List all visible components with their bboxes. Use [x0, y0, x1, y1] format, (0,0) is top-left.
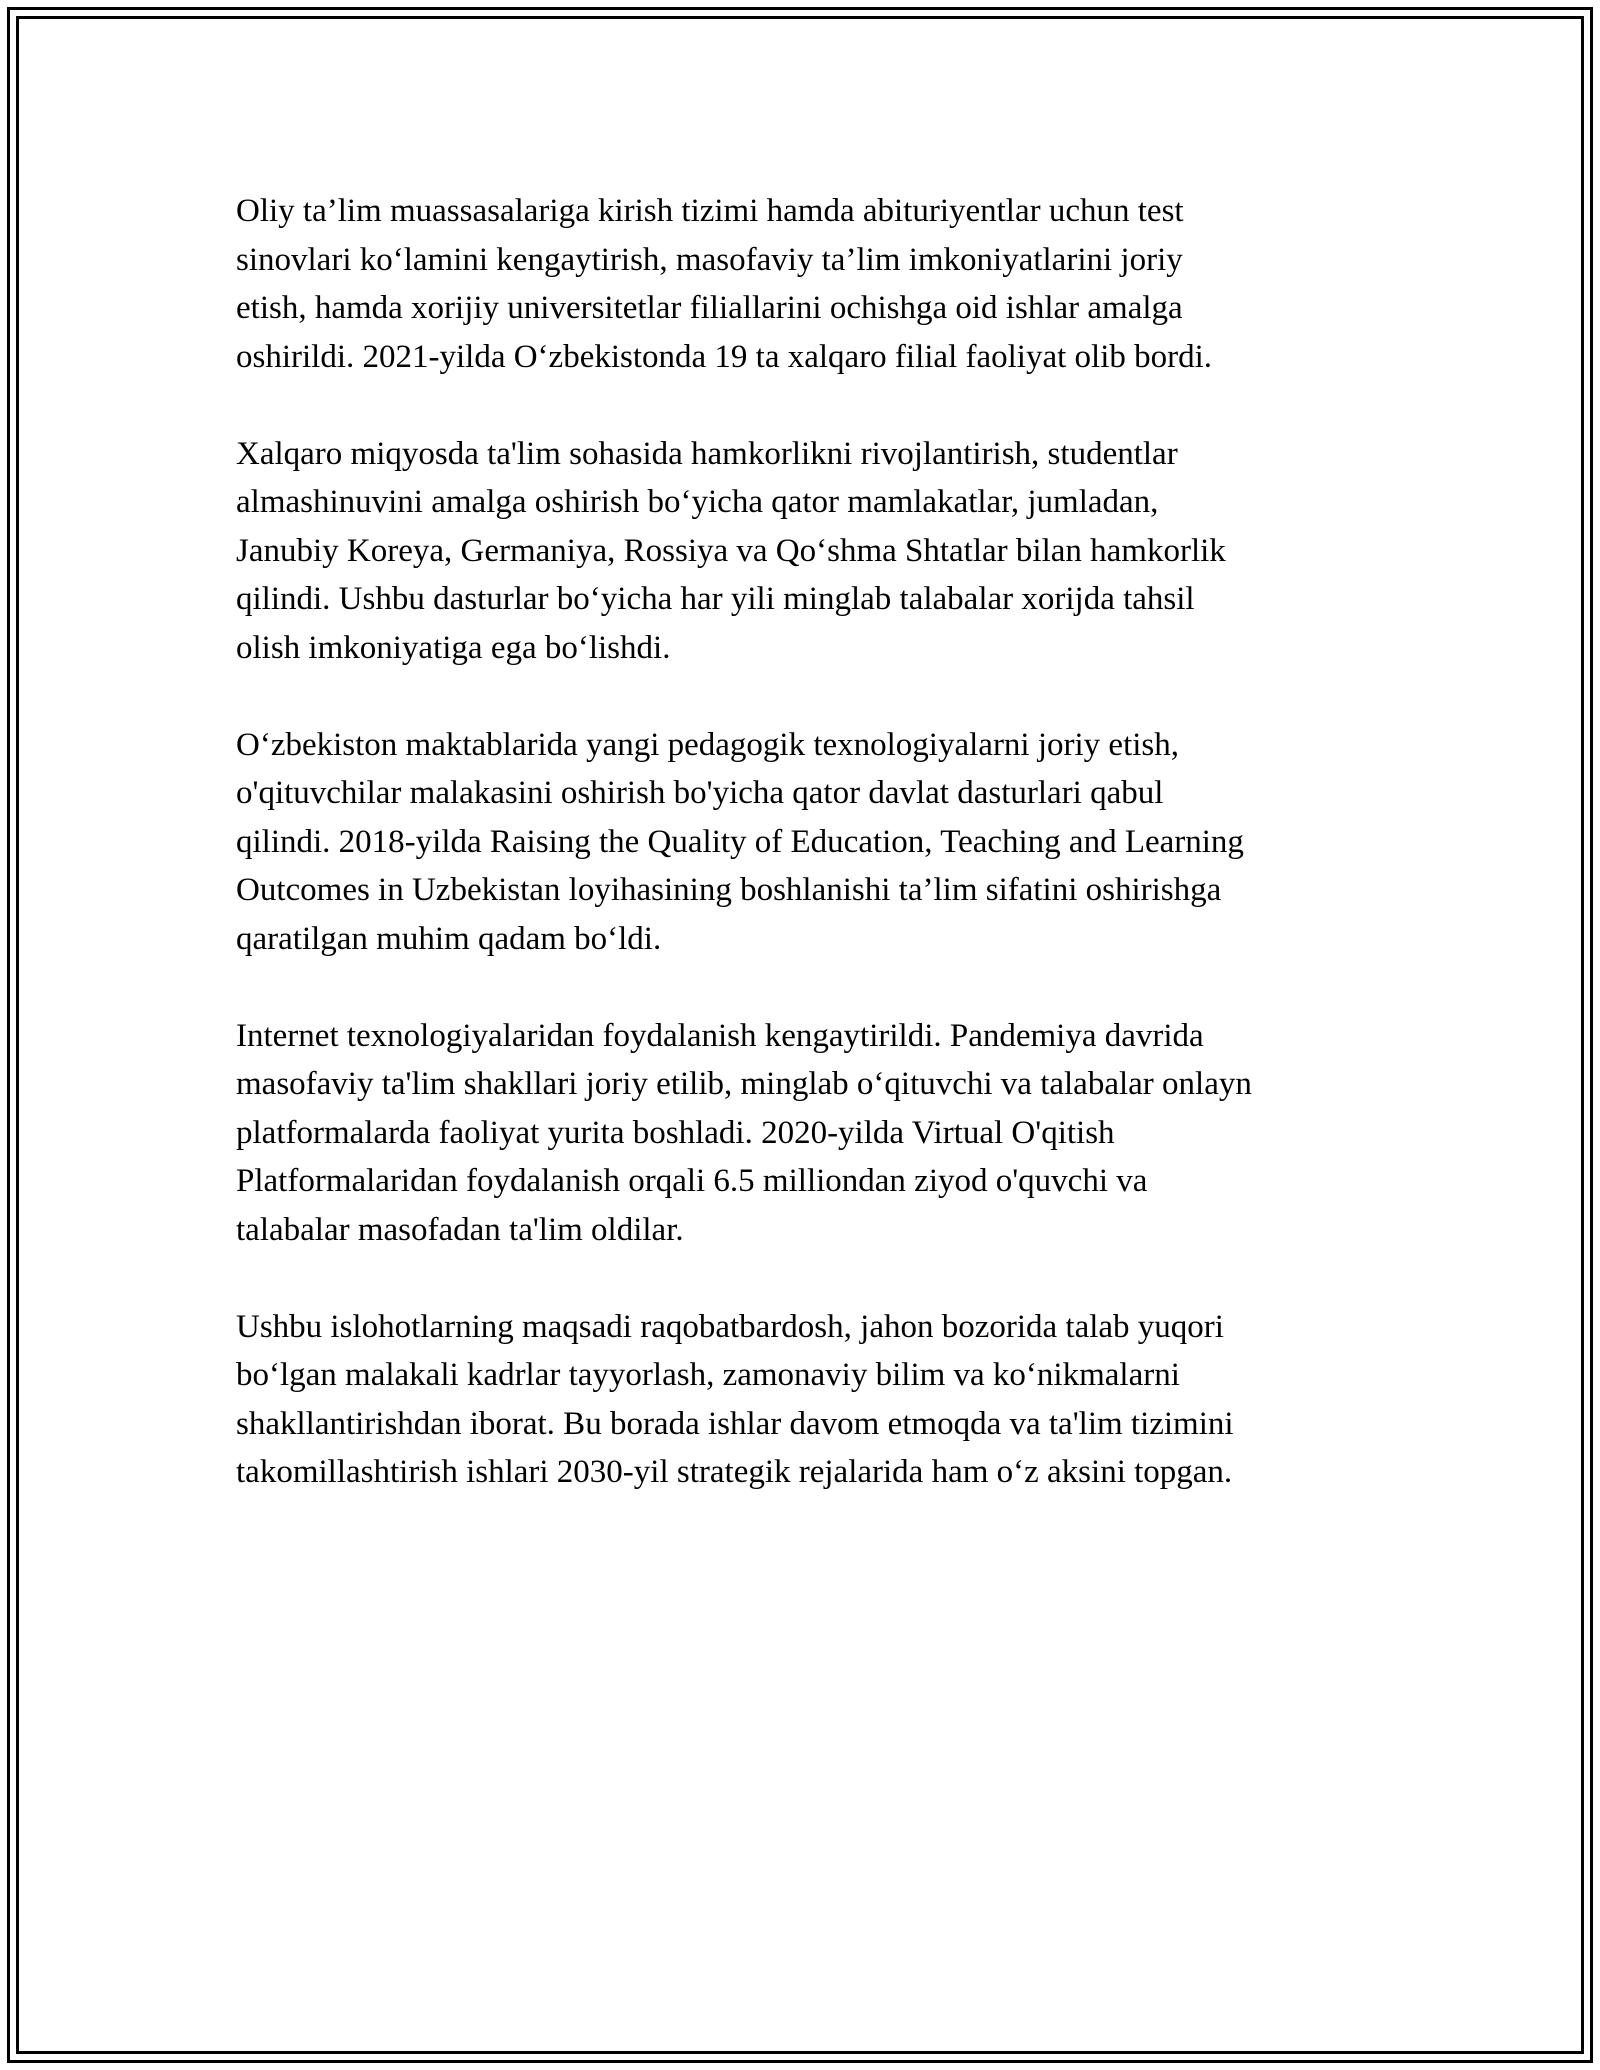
text-line: qaratilgan muhim qadam boʻldi.	[236, 920, 662, 957]
text-line: Xalqaro miqyosda ta'lim sohasida hamkorlikni rivojlantirish, studentlar	[236, 435, 1178, 472]
paragraph-international	[236, 430, 1386, 673]
text-line: Oʻzbekiston maktablarida yangi pedagogik texnologiyalarni joriy etish,	[236, 726, 1179, 763]
text-line: oshirildi. 2021-yilda Oʻzbekistonda 19 ta xalqaro filial faoliyat olib bordi.	[236, 338, 1213, 375]
document-body	[236, 187, 1386, 1545]
text-line: olish imkoniyatiga ega boʻlishdi.	[236, 629, 671, 666]
text-line: talabalar masofadan ta'lim oldilar.	[236, 1211, 684, 1248]
text-line: takomillashtirish ishlari 2030-yil strategik rejalarida ham oʻz aksini topgan.	[236, 1454, 1233, 1490]
text-line: shakllantirishdan iborat. Bu borada ishlar davom etmoqda va ta'lim tizimini	[236, 1405, 1234, 1442]
text-line: almashinuvini amalga oshirish boʻyicha qator mamlakatlar, jumladan,	[236, 484, 1159, 520]
text-line: qilindi. 2018-yilda Raising the Quality of Education, Teaching and Learning	[236, 823, 1244, 860]
text-line: etish, hamda xorijiy universitetlar filiallarini ochishga oid ishlar amalga	[236, 290, 1183, 326]
text-line: Oliy ta’lim muassasalariga kirish tizimi hamda abituriyentlar uchun test	[236, 193, 1184, 229]
text-line: qilindi. Ushbu dasturlar boʻyicha har yili minglab talabalar xorijda tahsil	[236, 581, 1195, 617]
paragraph-admissions	[236, 187, 1386, 381]
text-line: Ushbu islohotlarning maqsadi raqobatbardosh, jahon bozorida talab yuqori	[236, 1308, 1224, 1345]
text-line: o'qituvchilar malakasini oshirish bo'yicha qator davlat dasturlari qabul	[236, 775, 1164, 811]
text-line: Internet texnologiyalaridan foydalanish kengaytirildi. Pandemiya davrida	[236, 1017, 1204, 1054]
text-line: Platformalaridan foydalanish orqali 6.5 milliondan ziyod o'quvchi va	[236, 1163, 1148, 1199]
text-line: Outcomes in Uzbekistan loyihasining boshlanishi ta’lim sifatini oshirishga	[236, 872, 1222, 908]
text-line: masofaviy ta'lim shakllari joriy etilib, minglab oʻqituvchi va talabalar onlayn	[236, 1066, 1252, 1102]
text-line: Janubiy Koreya, Germaniya, Rossiya va Qoʻshma Shtatlar bilan hamkorlik	[236, 532, 1226, 569]
text-line: platformalarda faoliyat yurita boshladi. 2020-yilda Virtual O'qitish	[236, 1114, 1115, 1151]
paragraph-goals	[236, 1303, 1386, 1497]
text-line: sinovlari koʻlamini kengaytirish, masofaviy ta’lim imkoniyatlarini joriy	[236, 241, 1183, 278]
paragraph-internet	[236, 1012, 1386, 1255]
paragraph-schools	[236, 721, 1386, 964]
text-line: boʻlgan malakali kadrlar tayyorlash, zamonaviy bilim va koʻnikmalarni	[236, 1357, 1180, 1393]
